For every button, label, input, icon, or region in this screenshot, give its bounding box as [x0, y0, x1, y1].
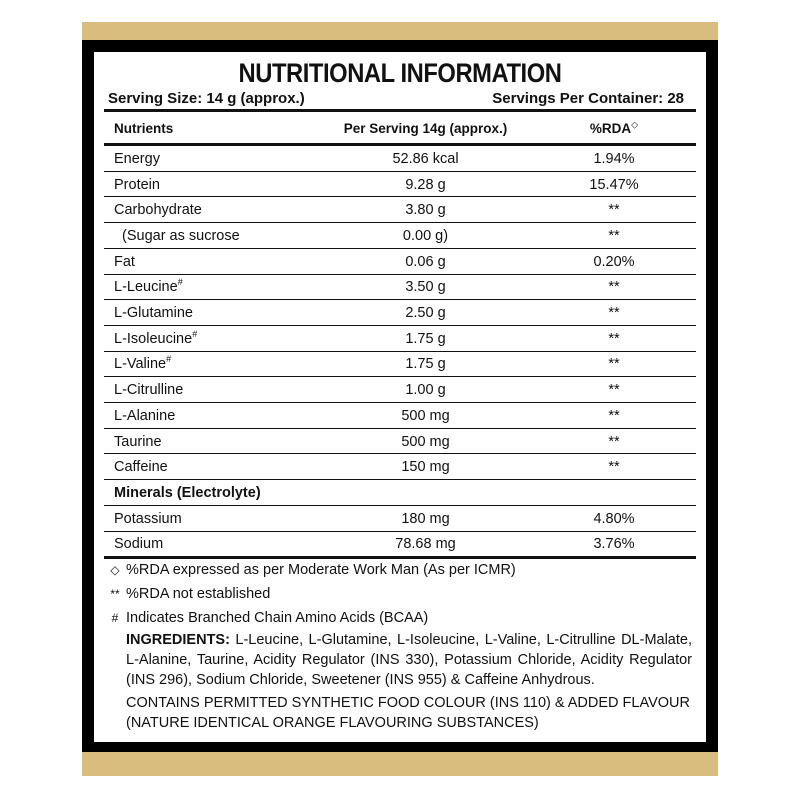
table-row	[104, 197, 696, 223]
nutrient-amount: 1.75 g	[405, 356, 446, 373]
table-row	[104, 429, 696, 455]
page-title: NUTRITIONAL INFORMATION	[238, 58, 562, 88]
bcaa-mark: #	[166, 354, 172, 365]
minerals-heading-row	[104, 480, 696, 506]
nutrient-rda: 15.47%	[589, 176, 639, 193]
nutrient-name: L-Leucine#	[114, 277, 183, 296]
nutrient-rda: **	[608, 279, 620, 296]
nutrition-label	[94, 52, 706, 742]
ingredients-text: L-Leucine, L-Glutamine, L-Isoleucine, L-Valine, L-Citrulline DL-Malate, L-Alanine, Taurine, Acidity Regulator (INS 330), Potassium Chloride, Acidity Regulator (INS 296), Sodium Chloride, Sweetener (INS 955) & Caffeine Anhydrous.	[126, 632, 692, 688]
nutrient-name: (Sugar as sucrose	[122, 227, 240, 244]
minerals-heading: Minerals (Electrolyte)	[114, 484, 261, 501]
nutrient-rda: **	[608, 356, 620, 373]
nutrient-rda: **	[608, 407, 620, 424]
nutrient-name: Potassium	[114, 510, 182, 527]
nutrient-amount: 500 mg	[401, 433, 450, 450]
table-row	[104, 403, 696, 429]
nutrient-rda: **	[608, 459, 620, 476]
bcaa-mark: #	[192, 328, 198, 339]
nutrient-amount: 500 mg	[401, 407, 450, 424]
nutrient-amount: 9.28 g	[405, 176, 446, 193]
nutrient-amount: 0.00 g)	[402, 227, 449, 244]
nutrient-name: L-Alanine	[114, 407, 176, 424]
nutrient-name: Carbohydrate	[114, 202, 202, 219]
colour-statement: CONTAINS PERMITTED SYNTHETIC FOOD COLOUR (INS 110) & ADDED FLAVOUR (NATURE IDENTICAL ORANGE FLAVOURING SUBSTANCES)	[126, 695, 690, 731]
table-row	[104, 172, 696, 198]
bottom-gold-band	[82, 750, 718, 776]
nutrient-amount: 180 mg	[401, 510, 450, 527]
col-per-serving-header: Per Serving 14g (approx.)	[343, 121, 508, 137]
diamond-icon: ◇	[110, 563, 120, 577]
nutrient-rda: **	[608, 330, 620, 347]
rda-mark: ◇	[631, 119, 639, 130]
nutrient-name: L-Glutamine	[114, 305, 193, 322]
nutrient-rda: **	[608, 382, 620, 399]
nutrient-rda: **	[608, 433, 620, 450]
nutrient-amount: 1.00 g	[405, 382, 446, 399]
bcaa-mark: #	[177, 277, 183, 288]
ingredients-label: INGREDIENTS:	[126, 632, 230, 648]
table-row	[104, 326, 696, 352]
nutrient-amount: 3.80 g	[405, 202, 446, 219]
serving-info	[108, 90, 684, 107]
footnote: ◇ %RDA expressed as per Moderate Work Man (As per ICMR)	[104, 558, 692, 582]
col-rda-header: %RDA◇	[589, 119, 639, 137]
serving-size: Serving Size: 14 g (approx.)	[108, 90, 305, 107]
table-row	[104, 352, 696, 378]
nutrient-name: Energy	[114, 150, 160, 167]
nutrient-name: L-Valine#	[114, 354, 172, 373]
nutrient-amount: 3.50 g	[405, 279, 446, 296]
table-row	[104, 275, 696, 301]
table-row	[104, 249, 696, 275]
table-row	[104, 532, 696, 558]
nutrient-amount: 52.86 kcal	[392, 150, 459, 167]
nutrient-name: L-Isoleucine#	[114, 328, 198, 347]
table-row	[104, 300, 696, 326]
nutrient-name: Taurine	[114, 433, 162, 450]
col-nutrients-header: Nutrients	[114, 121, 174, 137]
table-header-row	[104, 116, 696, 142]
double-asterisk-icon: **	[110, 587, 120, 601]
nutrient-rda: **	[608, 305, 620, 322]
table-row	[104, 377, 696, 403]
nutrient-name: Sodium	[114, 536, 164, 553]
header-rule	[104, 109, 696, 112]
nutrient-name: Protein	[114, 176, 160, 193]
nutrient-name: Fat	[114, 253, 135, 270]
hash-icon: #	[111, 611, 119, 625]
servings-per-container: Servings Per Container: 28	[492, 90, 684, 107]
table-row	[104, 223, 696, 249]
nutrient-rda: 1.94%	[593, 150, 635, 167]
table-row	[104, 454, 696, 480]
footnote: # Indicates Branched Chain Amino Acids (BCAA)	[104, 606, 692, 630]
nutrient-name: L-Citrulline	[114, 382, 184, 399]
nutrient-rda: 0.20%	[593, 253, 635, 270]
nutrient-rda: 4.80%	[593, 510, 635, 527]
footnote: ** %RDA not established	[104, 582, 692, 606]
ingredients	[104, 630, 692, 690]
footnotes	[104, 558, 692, 733]
nutrient-amount: 1.75 g	[405, 330, 446, 347]
nutrient-name: Caffeine	[114, 459, 168, 476]
table-row	[104, 506, 696, 532]
nutrient-amount: 2.50 g	[405, 305, 446, 322]
table-row	[104, 146, 696, 172]
nutrient-rda: **	[608, 202, 620, 219]
nutrient-amount: 78.68 mg	[395, 536, 456, 553]
nutrient-amount: 150 mg	[401, 459, 450, 476]
nutrient-amount: 0.06 g	[405, 253, 446, 270]
nutrient-rda: **	[608, 227, 620, 244]
nutrient-rda: 3.76%	[593, 536, 635, 553]
